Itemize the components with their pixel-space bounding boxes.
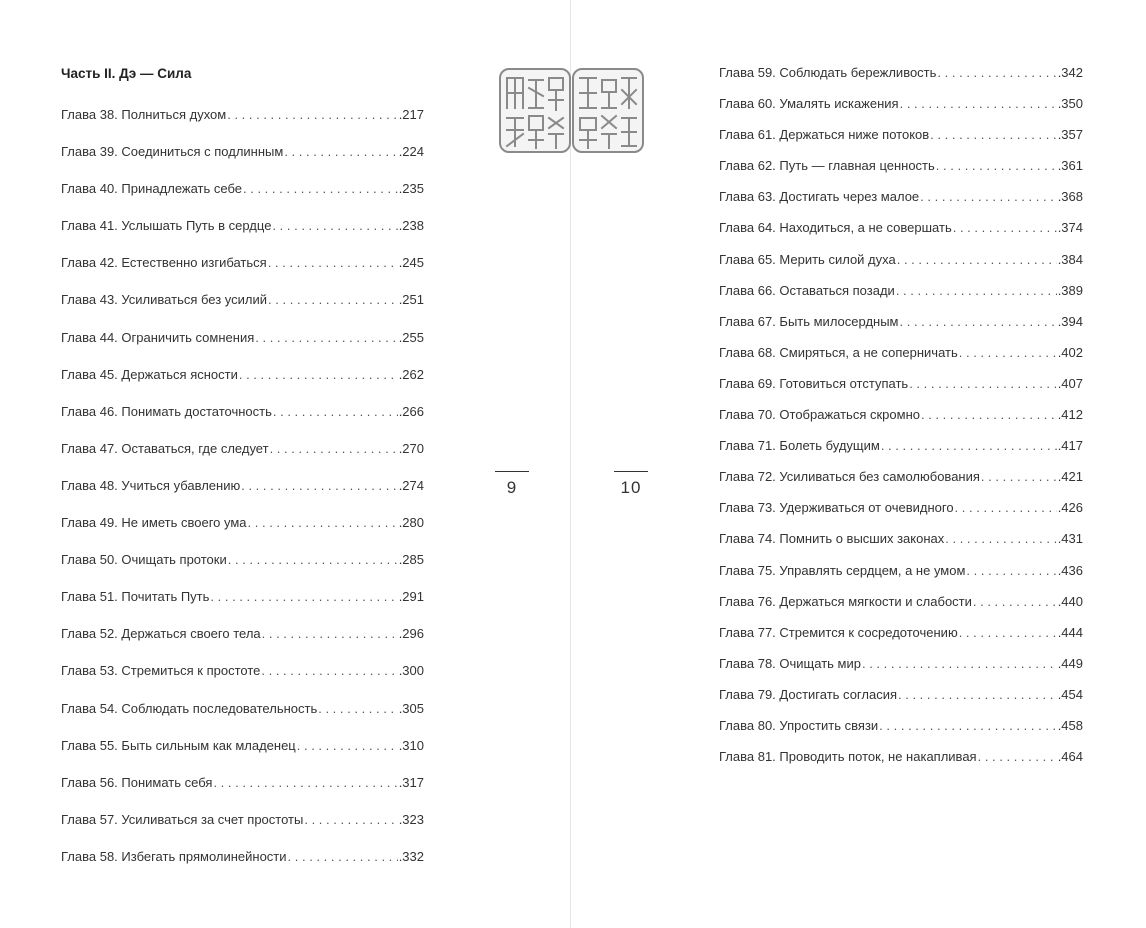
toc-leader-dots <box>900 313 1057 331</box>
toc-entry-page: .350 <box>1057 96 1083 112</box>
toc-leader-dots <box>261 662 397 680</box>
toc-entry-title: Глава 44. Ограничить сомнения <box>61 329 255 345</box>
toc-leader-dots <box>228 551 398 569</box>
toc-entry <box>719 344 1083 375</box>
toc-entry-title: Глава 69. Готовиться отступать <box>719 375 909 391</box>
toc-leader-dots <box>881 437 1057 455</box>
toc-entry-page: .458 <box>1057 717 1083 733</box>
toc-entry <box>719 530 1083 561</box>
toc-entry <box>719 624 1083 655</box>
toc-entry-page: .266 <box>398 403 424 419</box>
toc-leader-dots <box>896 282 1057 300</box>
toc-entry <box>61 180 424 217</box>
toc-entry-title: Глава 61. Держаться ниже потоков <box>719 127 930 143</box>
toc-leader-dots <box>981 468 1057 486</box>
toc-entry-title: Глава 47. Оставаться, где следует <box>61 440 269 456</box>
toc-entry <box>61 700 424 737</box>
toc-entry-title: Глава 75. Управлять сердцем, а не умом <box>719 562 966 578</box>
toc-entry-title: Глава 42. Естественно изгибаться <box>61 255 267 271</box>
toc-entry <box>61 477 424 514</box>
toc-entry <box>719 375 1083 406</box>
toc-leader-dots <box>936 157 1057 175</box>
toc-entry-page: .421 <box>1057 469 1083 485</box>
toc-entry-title: Глава 59. Соблюдать бережливость <box>719 65 937 80</box>
toc-entry-title: Глава 63. Достигать через малое <box>719 189 920 205</box>
toc-leader-dots <box>937 64 1056 82</box>
toc-entry-page: .431 <box>1057 531 1083 547</box>
toc-entry-title: Глава 57. Усиливаться за счет простоты <box>61 811 304 827</box>
toc-entry-page: .235 <box>398 181 424 197</box>
toc-entry-title: Глава 70. Отображаться скромно <box>719 407 920 423</box>
toc-entry-page: .444 <box>1057 624 1083 640</box>
toc-entry <box>61 143 424 180</box>
part-title: Часть II. Дэ — Сила <box>61 66 192 81</box>
toc-leader-dots <box>966 562 1056 580</box>
toc-entry-title: Глава 80. Упростить связи <box>719 717 879 733</box>
toc-right-list <box>719 64 1083 779</box>
toc-leader-dots <box>239 366 398 384</box>
toc-entry-title: Глава 38. Полниться духом <box>61 107 227 122</box>
toc-entry-page: .274 <box>398 477 424 493</box>
toc-entry-title: Глава 66. Оставаться позади <box>719 282 895 298</box>
toc-leader-dots <box>930 126 1057 144</box>
toc-leader-dots <box>978 748 1057 766</box>
toc-entry-title: Глава 72. Усиливаться без самолюбования <box>719 469 980 485</box>
toc-entry <box>61 403 424 440</box>
toc-entry <box>61 774 424 811</box>
toc-entry <box>719 655 1083 686</box>
toc-entry-title: Глава 54. Соблюдать последовательность <box>61 700 318 716</box>
toc-leader-dots <box>879 717 1057 735</box>
toc-entry-page: .417 <box>1057 438 1083 454</box>
toc-leader-dots <box>898 686 1057 704</box>
toc-entry-title: Глава 41. Услышать Путь в сердце <box>61 218 272 234</box>
toc-leader-dots <box>213 774 397 792</box>
toc-leader-dots <box>955 499 1057 517</box>
toc-leader-dots <box>284 143 397 161</box>
toc-entry <box>719 717 1083 748</box>
toc-entry-page: .280 <box>398 515 424 531</box>
toc-entry-page: .310 <box>398 737 424 753</box>
toc-entry <box>61 848 424 885</box>
toc-leader-dots <box>945 530 1056 548</box>
toc-entry <box>61 106 424 143</box>
toc-entry-page: .255 <box>398 329 424 345</box>
toc-leader-dots <box>959 624 1057 642</box>
toc-entry-title: Глава 74. Помнить о высших законах <box>719 531 945 547</box>
toc-entry <box>61 662 424 699</box>
toc-entry <box>719 313 1083 344</box>
toc-entry <box>719 157 1083 188</box>
toc-entry-title: Глава 65. Мерить силой духа <box>719 251 896 267</box>
toc-entry-page: .342 <box>1057 65 1083 80</box>
toc-leader-dots <box>897 251 1057 269</box>
toc-entry-title: Глава 50. Очищать протоки <box>61 552 227 568</box>
toc-leader-dots <box>297 737 398 755</box>
toc-entry <box>61 551 424 588</box>
toc-entry-title: Глава 51. Почитать Путь <box>61 589 210 605</box>
toc-entry-title: Глава 49. Не иметь своего ума <box>61 515 247 531</box>
toc-entry-page: .440 <box>1057 593 1083 609</box>
toc-leader-dots <box>270 440 398 458</box>
toc-entry-title: Глава 58. Избегать прямолинейности <box>61 848 287 864</box>
toc-entry-title: Глава 43. Усиливаться без усилий <box>61 292 268 308</box>
toc-entry-title: Глава 77. Стремится к сосредоточению <box>719 624 958 640</box>
toc-leader-dots <box>920 188 1057 206</box>
toc-entry-page: .245 <box>398 255 424 271</box>
toc-entry-page: .357 <box>1057 127 1083 143</box>
toc-entry-page: .464 <box>1057 749 1083 765</box>
toc-entry <box>61 254 424 291</box>
toc-entry-page: .389 <box>1057 282 1083 298</box>
toc-entry-title: Глава 79. Достигать согласия <box>719 686 897 702</box>
toc-leader-dots <box>272 217 397 235</box>
toc-entry <box>719 562 1083 593</box>
toc-entry-title: Глава 46. Понимать достаточность <box>61 403 272 419</box>
toc-entry-page: .436 <box>1057 562 1083 578</box>
toc-entry-title: Глава 67. Быть милосердным <box>719 313 899 329</box>
toc-entry-page: .384 <box>1057 251 1083 267</box>
toc-leader-dots <box>255 329 397 347</box>
toc-entry <box>719 406 1083 437</box>
toc-entry <box>719 64 1083 95</box>
toc-leader-dots <box>210 588 397 606</box>
toc-entry <box>61 514 424 551</box>
toc-leader-dots <box>921 406 1057 424</box>
toc-entry-title: Глава 53. Стремиться к простоте <box>61 663 261 679</box>
toc-entry <box>719 188 1083 219</box>
toc-entry-page: .332 <box>398 848 424 864</box>
toc-entry-page: .285 <box>398 552 424 568</box>
toc-entry <box>61 588 424 625</box>
toc-leader-dots <box>262 625 398 643</box>
toc-entry-page: .407 <box>1057 375 1083 391</box>
toc-entry-page: .262 <box>398 366 424 382</box>
toc-entry-page: .291 <box>398 589 424 605</box>
toc-entry-page: .224 <box>398 144 424 160</box>
toc-entry-page: .270 <box>398 440 424 456</box>
toc-leader-dots <box>273 403 398 421</box>
toc-entry-page: .217 <box>398 107 424 122</box>
toc-entry <box>719 593 1083 624</box>
toc-entry-title: Глава 73. Удерживаться от очевидного <box>719 500 954 516</box>
toc-entry-page: .374 <box>1057 220 1083 236</box>
toc-entry-page: .323 <box>398 811 424 827</box>
page-number-right: 10 <box>614 471 648 498</box>
toc-leader-dots <box>953 219 1057 237</box>
toc-entry <box>719 95 1083 126</box>
toc-entry-title: Глава 40. Принадлежать себе <box>61 181 243 197</box>
toc-leader-dots <box>973 593 1057 611</box>
toc-leader-dots <box>241 477 397 495</box>
toc-entry <box>61 366 424 403</box>
toc-entry-page: .368 <box>1057 189 1083 205</box>
toc-entry <box>719 282 1083 313</box>
toc-entry <box>719 686 1083 717</box>
toc-leader-dots <box>227 106 397 124</box>
toc-entry <box>61 291 424 328</box>
toc-entry-page: .412 <box>1057 407 1083 423</box>
toc-entry-title: Глава 45. Держаться ясности <box>61 366 238 382</box>
toc-leader-dots <box>248 514 398 532</box>
toc-entry <box>719 499 1083 530</box>
toc-left-list <box>61 106 424 885</box>
toc-entry <box>61 329 424 366</box>
toc-entry <box>719 468 1083 499</box>
toc-leader-dots <box>959 344 1057 362</box>
toc-entry-title: Глава 39. Соединиться с подлинным <box>61 144 284 160</box>
toc-entry <box>719 251 1083 282</box>
toc-entry-title: Глава 64. Находиться, а не совершать <box>719 220 952 236</box>
toc-entry-title: Глава 81. Проводить поток, не накапливая <box>719 749 977 765</box>
toc-entry-title: Глава 76. Держаться мягкости и слабости <box>719 593 972 609</box>
toc-leader-dots <box>268 291 398 309</box>
toc-leader-dots <box>900 95 1057 113</box>
toc-entry-title: Глава 62. Путь — главная ценность <box>719 158 935 174</box>
toc-entry-page: .454 <box>1057 686 1083 702</box>
toc-entry <box>719 437 1083 468</box>
toc-entry <box>61 440 424 477</box>
page-number-left: 9 <box>495 471 529 498</box>
toc-leader-dots <box>288 848 398 866</box>
toc-entry-page: .361 <box>1057 158 1083 174</box>
toc-entry <box>61 811 424 848</box>
toc-leader-dots <box>909 375 1057 393</box>
chinese-seal-stamp-icon <box>499 68 644 153</box>
toc-leader-dots <box>268 254 398 272</box>
toc-entry <box>61 737 424 774</box>
toc-entry-title: Глава 48. Учиться убавлению <box>61 477 241 493</box>
toc-entry-title: Глава 60. Умалять искажения <box>719 96 899 112</box>
toc-entry-title: Глава 78. Очищать мир <box>719 655 861 671</box>
toc-entry-title: Глава 56. Понимать себя <box>61 774 213 790</box>
toc-entry-page: .394 <box>1057 313 1083 329</box>
toc-entry-page: .251 <box>398 292 424 308</box>
toc-entry <box>61 217 424 254</box>
toc-entry <box>719 219 1083 250</box>
toc-entry-title: Глава 55. Быть сильным как младенец <box>61 737 296 753</box>
toc-leader-dots <box>243 180 398 198</box>
toc-entry-page: .238 <box>398 218 424 234</box>
toc-leader-dots <box>304 811 397 829</box>
toc-entry <box>61 625 424 662</box>
toc-entry <box>719 748 1083 779</box>
toc-entry-page: .317 <box>398 774 424 790</box>
toc-entry-page: .296 <box>398 626 424 642</box>
toc-leader-dots <box>318 700 397 718</box>
toc-entry-page: .300 <box>398 663 424 679</box>
toc-entry-title: Глава 52. Держаться своего тела <box>61 626 261 642</box>
toc-entry-page: .305 <box>398 700 424 716</box>
toc-entry-title: Глава 68. Смиряться, а не соперничать <box>719 344 958 360</box>
toc-entry-page: .449 <box>1057 655 1083 671</box>
toc-entry <box>719 126 1083 157</box>
toc-entry-page: .402 <box>1057 344 1083 360</box>
toc-leader-dots <box>862 655 1057 673</box>
toc-entry-page: .426 <box>1057 500 1083 516</box>
toc-entry-title: Глава 71. Болеть будущим <box>719 438 880 454</box>
